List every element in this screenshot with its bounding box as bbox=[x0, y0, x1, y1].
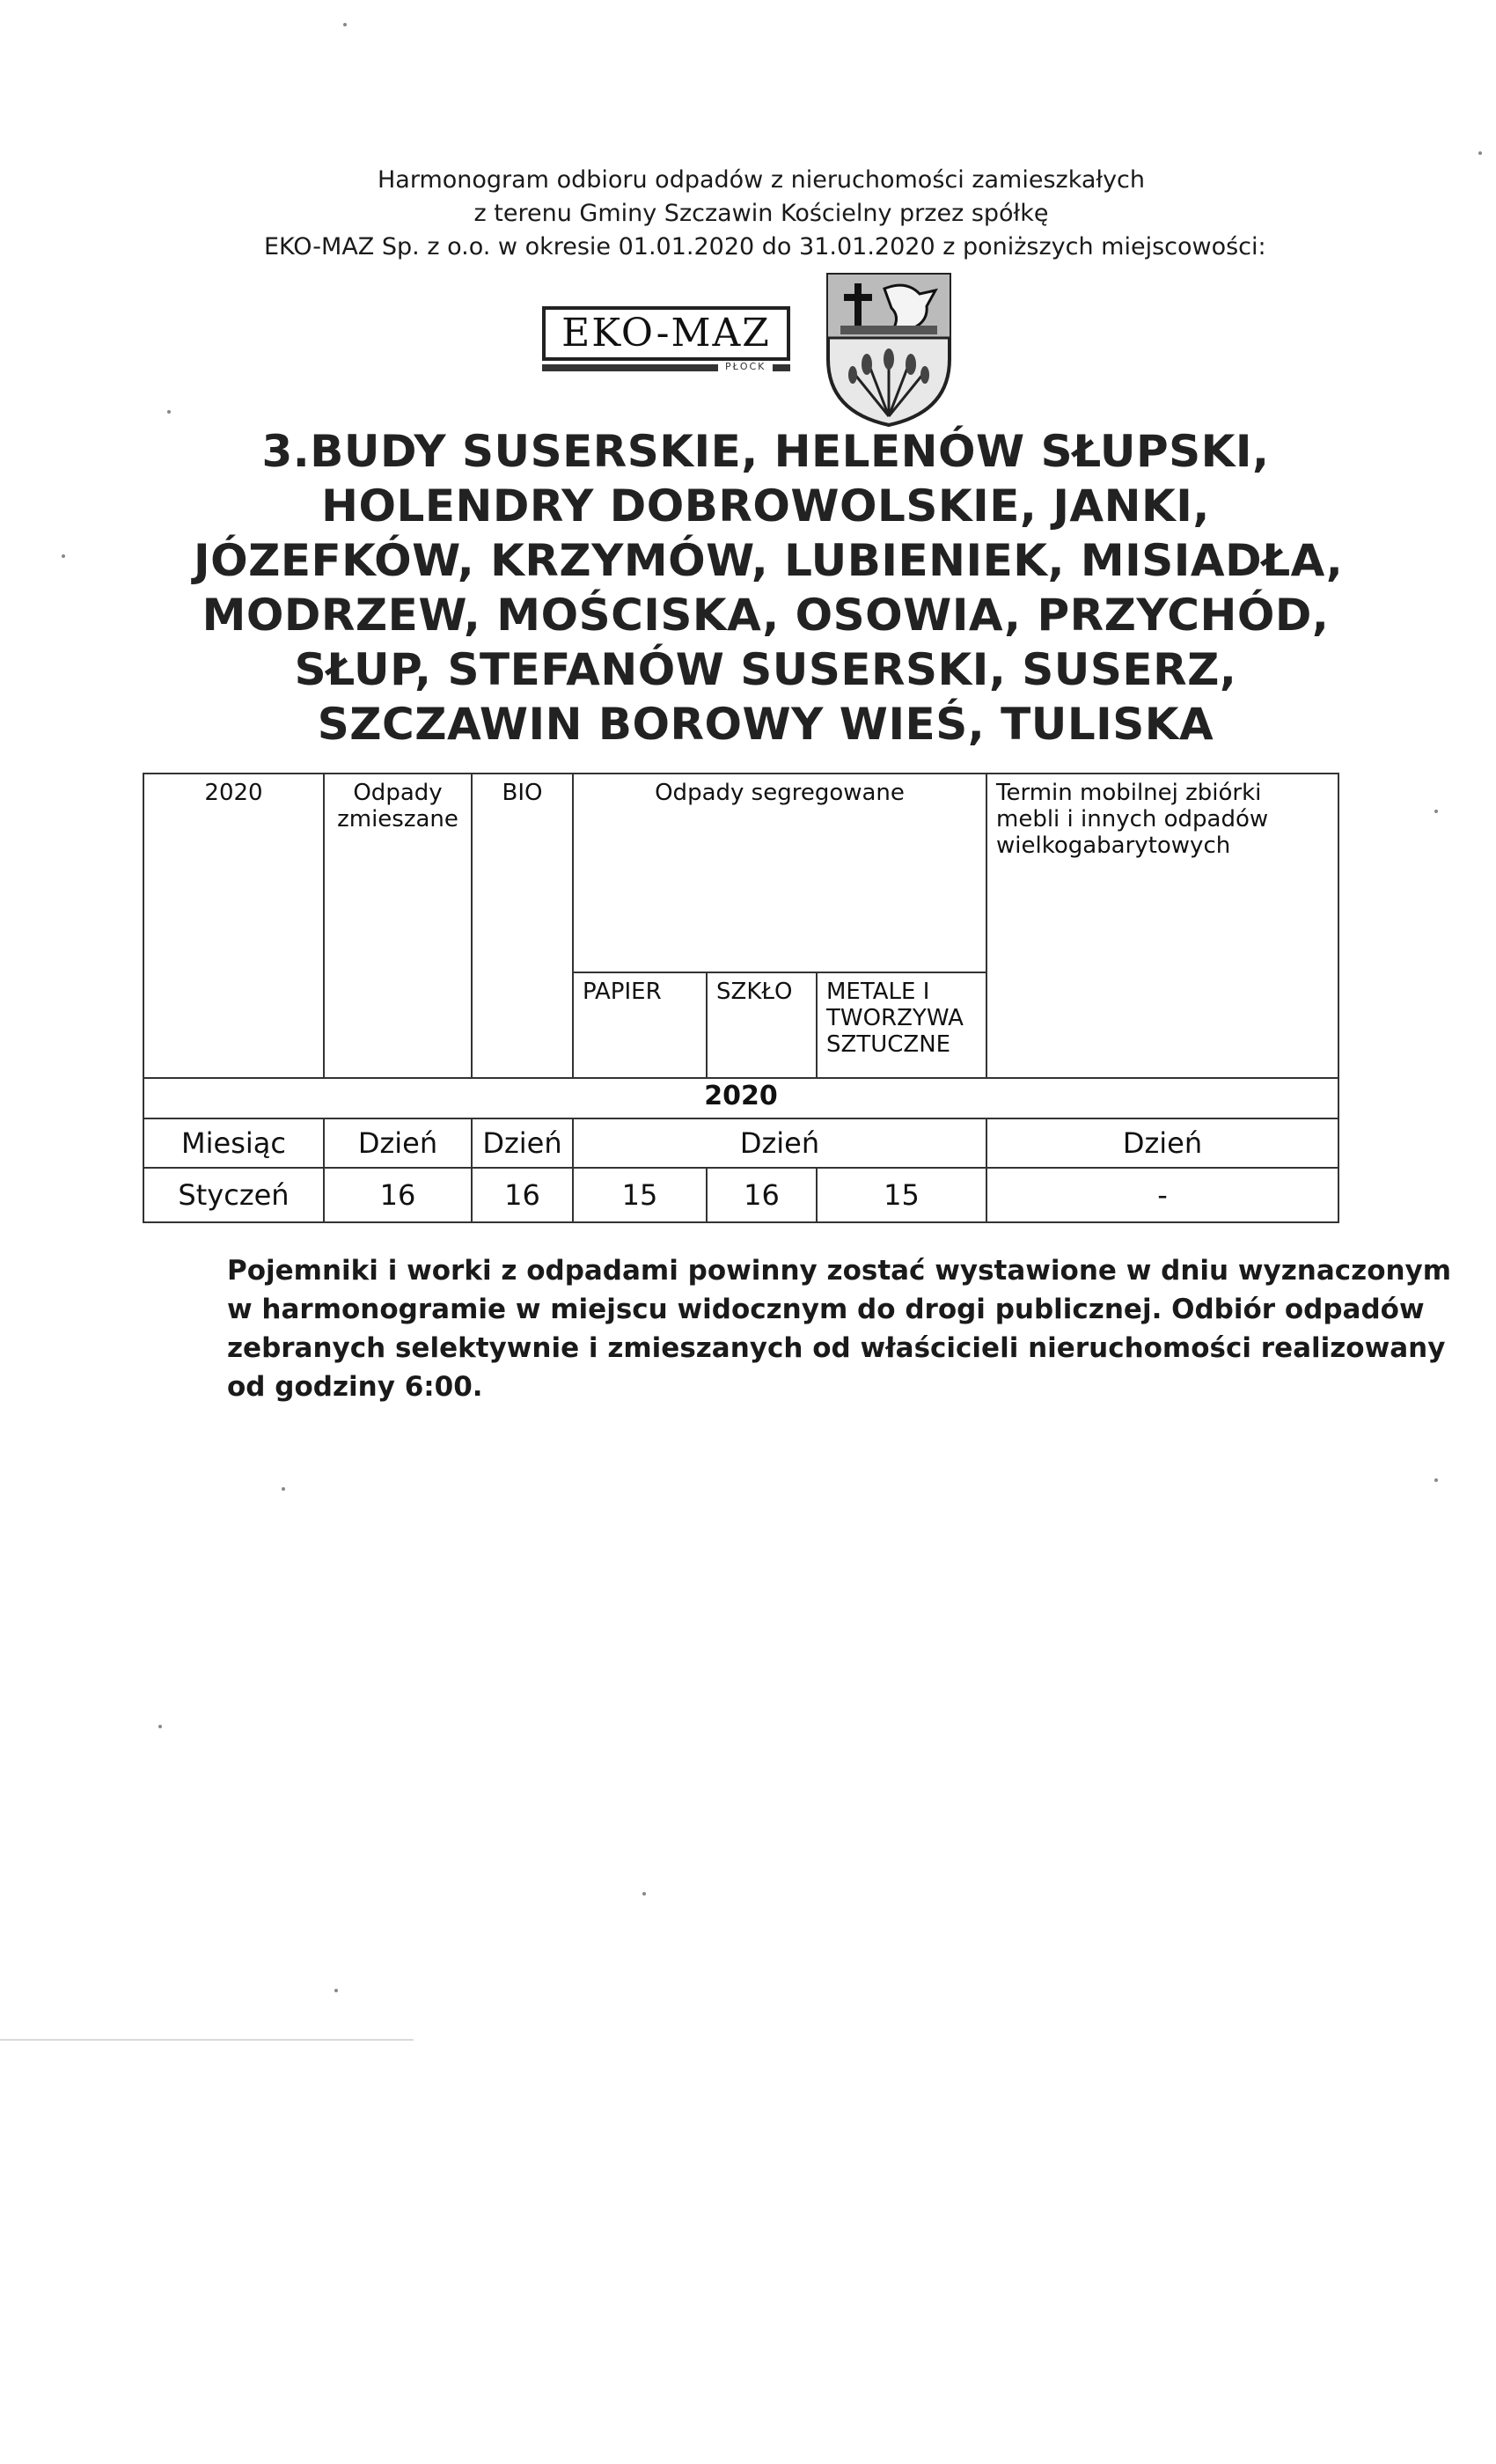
scan-speck bbox=[158, 1725, 162, 1728]
table-row bbox=[143, 1168, 1338, 1222]
schedule-table bbox=[143, 773, 1339, 1223]
mixed-waste-header: Odpady zmieszane bbox=[324, 774, 472, 1078]
scan-speck bbox=[1478, 151, 1482, 155]
eko-maz-logo bbox=[537, 306, 801, 372]
mixed-day-cell: 16 bbox=[324, 1168, 472, 1222]
scan-speck bbox=[1434, 1478, 1438, 1482]
logo-subtitle: PŁOCK bbox=[725, 361, 766, 372]
schedule-header bbox=[264, 164, 1266, 264]
title-line-2: HOLENDRY DOBROWOLSKIE, JANKI, bbox=[321, 480, 1210, 532]
note-line-3: zebranych selektywnie i zmieszanych od właścicieli nieruchomości realizowany bbox=[227, 1332, 1446, 1364]
logo-underline bbox=[542, 364, 718, 371]
logo-brand: EKO-MAZ bbox=[561, 311, 771, 356]
day-label-segregated: Dzień bbox=[573, 1118, 986, 1168]
collection-note bbox=[227, 1251, 1452, 1406]
logo-underline-end bbox=[773, 364, 790, 371]
glass-day-cell: 16 bbox=[707, 1168, 817, 1222]
localities-title bbox=[194, 424, 1344, 752]
bio-header: BIO bbox=[472, 774, 573, 1078]
year-row: 2020 bbox=[143, 1078, 1338, 1118]
scan-speck bbox=[642, 1892, 646, 1896]
scan-speck bbox=[167, 410, 171, 414]
month-cell: Styczeń bbox=[143, 1168, 324, 1222]
metal-plastic-header: METALE I TWORZYWA SZTUCZNE bbox=[817, 972, 986, 1078]
header-line-2: z terenu Gminy Szczawin Kościelny przez spółkę bbox=[473, 200, 1049, 227]
day-label-mixed: Dzień bbox=[324, 1118, 472, 1168]
note-line-1: Pojemniki i worki z odpadami powinny zostać wystawione w dniu wyznaczonym bbox=[227, 1255, 1452, 1287]
title-line-5: SŁUP, STEFANÓW SUSERSKI, SUSERZ, bbox=[294, 644, 1237, 695]
day-label-bulky: Dzień bbox=[986, 1118, 1338, 1168]
bio-day-cell: 16 bbox=[472, 1168, 573, 1222]
note-line-4: od godziny 6:00. bbox=[227, 1371, 483, 1403]
coat-of-arms-icon bbox=[823, 271, 955, 428]
scan-artifact-line bbox=[0, 2039, 414, 2041]
day-label-bio: Dzień bbox=[472, 1118, 573, 1168]
title-line-6: SZCZAWIN BOROWY WIEŚ, TULISKA bbox=[317, 699, 1214, 750]
scan-speck bbox=[282, 1487, 285, 1491]
title-line-1: 3.BUDY SUSERSKIE, HELENÓW SŁUPSKI, bbox=[261, 426, 1270, 477]
scan-speck bbox=[1434, 810, 1438, 813]
title-line-4: MODRZEW, MOŚCISKA, OSOWIA, PRZYCHÓD, bbox=[202, 590, 1330, 641]
metal-day-cell: 15 bbox=[817, 1168, 986, 1222]
paper-header: PAPIER bbox=[573, 972, 707, 1078]
year-header: 2020 bbox=[143, 774, 324, 1078]
header-line-1: Harmonogram odbioru odpadów z nieruchomości zamieszkałych bbox=[377, 166, 1146, 194]
scan-speck bbox=[62, 554, 65, 558]
bulky-day-cell: - bbox=[986, 1168, 1338, 1222]
logos bbox=[537, 264, 959, 431]
scan-speck bbox=[334, 1989, 338, 1992]
segregated-header: Odpady segregowane bbox=[573, 774, 986, 972]
header-line-3: EKO-MAZ Sp. z o.o. w okresie 01.01.2020 do 31.01.2020 z poniższych miejscowości: bbox=[264, 233, 1266, 260]
bulky-waste-header: Termin mobilnej zbiórki mebli i innych odpadów wielkogabarytowych bbox=[986, 774, 1338, 1078]
note-line-2: w harmonogramie w miejscu widocznym do drogi publicznej. Odbiór odpadów bbox=[227, 1294, 1425, 1325]
glass-header: SZKŁO bbox=[707, 972, 817, 1078]
paper-day-cell: 15 bbox=[573, 1168, 707, 1222]
month-label: Miesiąc bbox=[143, 1118, 324, 1168]
scan-speck bbox=[343, 23, 347, 26]
title-line-3: JÓZEFKÓW, KRZYMÓW, LUBIENIEK, MISIADŁA, bbox=[194, 535, 1344, 586]
